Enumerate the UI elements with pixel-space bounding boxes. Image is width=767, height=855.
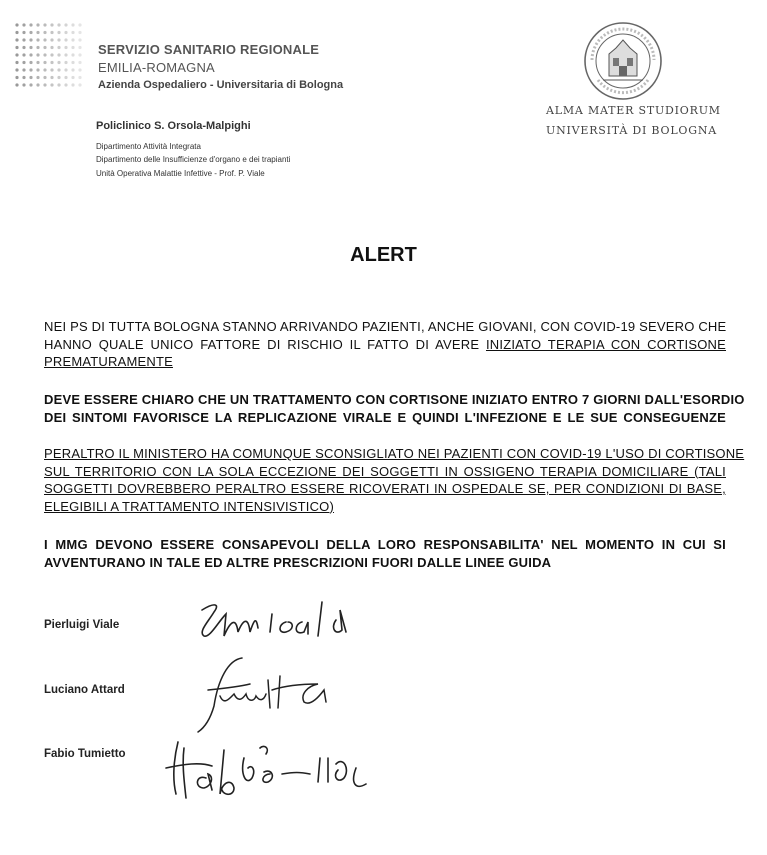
signature-viale <box>190 592 390 648</box>
hospital-name: Policlinico S. Orsola-Malpighi <box>96 120 251 132</box>
paragraph-line: ELEGIBILI A TRATTAMENTO INTENSIVISTICO) <box>44 498 335 514</box>
logo-dot <box>57 76 60 79</box>
logo-dot <box>64 46 67 49</box>
logo-dot <box>64 31 67 34</box>
logo-dot <box>43 46 46 49</box>
logo-dot <box>78 38 81 41</box>
paragraph-line <box>44 336 726 354</box>
logo-dot <box>22 23 25 26</box>
logo-dot <box>29 31 32 34</box>
logo-dot <box>50 23 53 26</box>
logo-dot <box>43 23 46 26</box>
logo-dot <box>43 83 46 86</box>
logo-dot <box>50 31 53 34</box>
logo-dot <box>22 83 25 86</box>
logo-dot <box>15 83 18 86</box>
logo-dot <box>36 53 39 56</box>
logo-dot <box>57 31 60 34</box>
logo-dot <box>29 61 32 64</box>
logo-dot <box>71 46 74 49</box>
signatory-name: Fabio Tumietto <box>44 748 126 760</box>
logo-dot <box>22 76 25 79</box>
paragraph-line: NEI PS DI TUTTA BOLOGNA STANNO ARRIVANDO PAZIENTI, ANCHE GIOVANI, CON COVID-19 SEVERO CHE <box>44 319 727 334</box>
logo-dot <box>22 53 25 56</box>
paragraph-2 <box>44 391 745 426</box>
logo-dot <box>15 68 18 71</box>
logo-dot <box>57 38 60 41</box>
logo-dot <box>43 38 46 41</box>
logo-dot <box>29 83 32 86</box>
logo-dot <box>43 76 46 79</box>
logo-dot <box>36 23 39 26</box>
logo-dot <box>71 53 74 56</box>
logo-dot <box>78 31 81 34</box>
paragraph-line: PERALTRO IL MINISTERO HA COMUNQUE SCONSIGLIATO NEI PAZIENTI CON COVID-19 L'USO DI CORTISONE <box>44 446 745 461</box>
logo-dot <box>29 38 32 41</box>
paragraph-line: I MMG DEVONO ESSERE CONSAPEVOLI DELLA LORO RESPONSABILITA' NEL MOMENTO IN CUI SI <box>44 537 726 552</box>
logo-dot <box>50 38 53 41</box>
logo-dot <box>78 23 81 26</box>
logo-dot <box>57 23 60 26</box>
logo-dot <box>50 46 53 49</box>
logo-dot <box>15 53 18 56</box>
logo-dot <box>78 83 81 86</box>
logo-dot <box>64 53 67 56</box>
department-line: Dipartimento delle Insufficienze d'organo e dei trapianti <box>96 155 291 164</box>
logo-dot <box>64 23 67 26</box>
paragraph-line: SUL TERRITORIO CON LA SOLA ECCEZIONE DEI SOGGETTI IN OSSIGENO TERAPIA DOMICILIARE (TALI <box>44 463 726 479</box>
logo-dot <box>50 76 53 79</box>
university-name-line2: UNIVERSITÀ DI BOLOGNA <box>546 124 717 137</box>
signature-tumietto <box>160 728 390 810</box>
logo-dot <box>78 61 81 64</box>
logo-dot <box>15 61 18 64</box>
logo-dot <box>29 53 32 56</box>
logo-dot <box>71 61 74 64</box>
signatory-name: Luciano Attard <box>44 684 125 696</box>
logo-dot <box>43 31 46 34</box>
logo-dot <box>22 38 25 41</box>
logo-dot <box>64 38 67 41</box>
underlined-line: PREMATURAMENTE <box>44 354 173 369</box>
logo-dot <box>71 68 74 71</box>
regional-health-logo-dots <box>14 22 84 88</box>
paragraph-4 <box>44 536 726 571</box>
logo-dot <box>78 76 81 79</box>
logo-dot <box>57 53 60 56</box>
org-name-line2: EMILIA-ROMAGNA <box>98 60 215 75</box>
logo-dot <box>29 23 32 26</box>
logo-dot <box>15 38 18 41</box>
logo-dot <box>43 53 46 56</box>
text-segment: HANNO QUALE UNICO FATTORE DI RISCHIO IL FATTO DI AVERE <box>44 336 486 352</box>
logo-dot <box>15 31 18 34</box>
logo-dot <box>71 83 74 86</box>
logo-dot <box>36 31 39 34</box>
paragraph-line: DEVE ESSERE CHIARO CHE UN TRATTAMENTO CON CORTISONE INIZIATO ENTRO 7 GIORNI DALL'ESORDIO <box>44 392 745 407</box>
logo-dot <box>22 46 25 49</box>
logo-dot <box>29 46 32 49</box>
logo-dot <box>57 68 60 71</box>
paragraph-line: AVVENTURANO IN TALE ED ALTRE PRESCRIZIONI FUORI DALLE LINEE GUIDA <box>44 554 552 570</box>
logo-dot <box>15 46 18 49</box>
logo-dot <box>43 68 46 71</box>
org-name-line1: SERVIZIO SANITARIO REGIONALE <box>98 42 320 57</box>
department-line: Dipartimento Attività Integrata <box>96 142 201 151</box>
logo-dot <box>36 38 39 41</box>
logo-dot <box>64 76 67 79</box>
logo-dot <box>22 68 25 71</box>
logo-dot <box>36 76 39 79</box>
logo-dot <box>22 61 25 64</box>
signature-attard <box>168 650 348 740</box>
logo-dot <box>71 76 74 79</box>
underlined-text: INIZIATO TERAPIA CON CORTISONE <box>485 336 726 352</box>
logo-dot <box>22 31 25 34</box>
logo-dot <box>29 68 32 71</box>
logo-dot <box>57 83 60 86</box>
signatory-name: Pierluigi Viale <box>44 619 120 631</box>
logo-dot <box>43 61 46 64</box>
logo-dot <box>78 53 81 56</box>
logo-dot <box>36 83 39 86</box>
department-line: Unità Operativa Malattie Infettive - Prof. P. Viale <box>96 169 265 178</box>
logo-dot <box>78 46 81 49</box>
document-title: ALERT <box>350 244 417 266</box>
logo-dot <box>50 61 53 64</box>
university-name-line1: ALMA MATER STUDIORUM <box>546 104 721 117</box>
logo-dot <box>36 61 39 64</box>
logo-dot <box>15 23 18 26</box>
paragraph-1 <box>44 318 726 371</box>
paragraph-line: SOGGETTI DOVREBBERO PERALTRO ESSERE RICOVERATI IN OSPEDALE SE, PER CONDIZIONI DI BASE, <box>44 481 726 496</box>
paragraph-3 <box>44 445 745 515</box>
logo-dot <box>64 61 67 64</box>
logo-dot <box>50 83 53 86</box>
logo-dot <box>71 23 74 26</box>
logo-dot <box>36 68 39 71</box>
logo-dot <box>78 68 81 71</box>
paragraph-line: DEI SINTOMI FAVORISCE LA REPLICAZIONE VIRALE E QUINDI L'INFEZIONE E LE SUE CONSEGUENZE <box>44 409 726 425</box>
logo-dot <box>57 46 60 49</box>
logo-dot <box>71 31 74 34</box>
logo-dot <box>64 83 67 86</box>
org-name-line3: Azienda Ospedaliero - Universitaria di Bologna <box>98 79 344 91</box>
university-seal-logo <box>583 20 663 102</box>
logo-dot <box>29 76 32 79</box>
logo-dot <box>71 38 74 41</box>
logo-dot <box>50 68 53 71</box>
logo-dot <box>64 68 67 71</box>
logo-dot <box>57 61 60 64</box>
logo-dot <box>36 46 39 49</box>
logo-dot <box>15 76 18 79</box>
logo-dot <box>50 53 53 56</box>
